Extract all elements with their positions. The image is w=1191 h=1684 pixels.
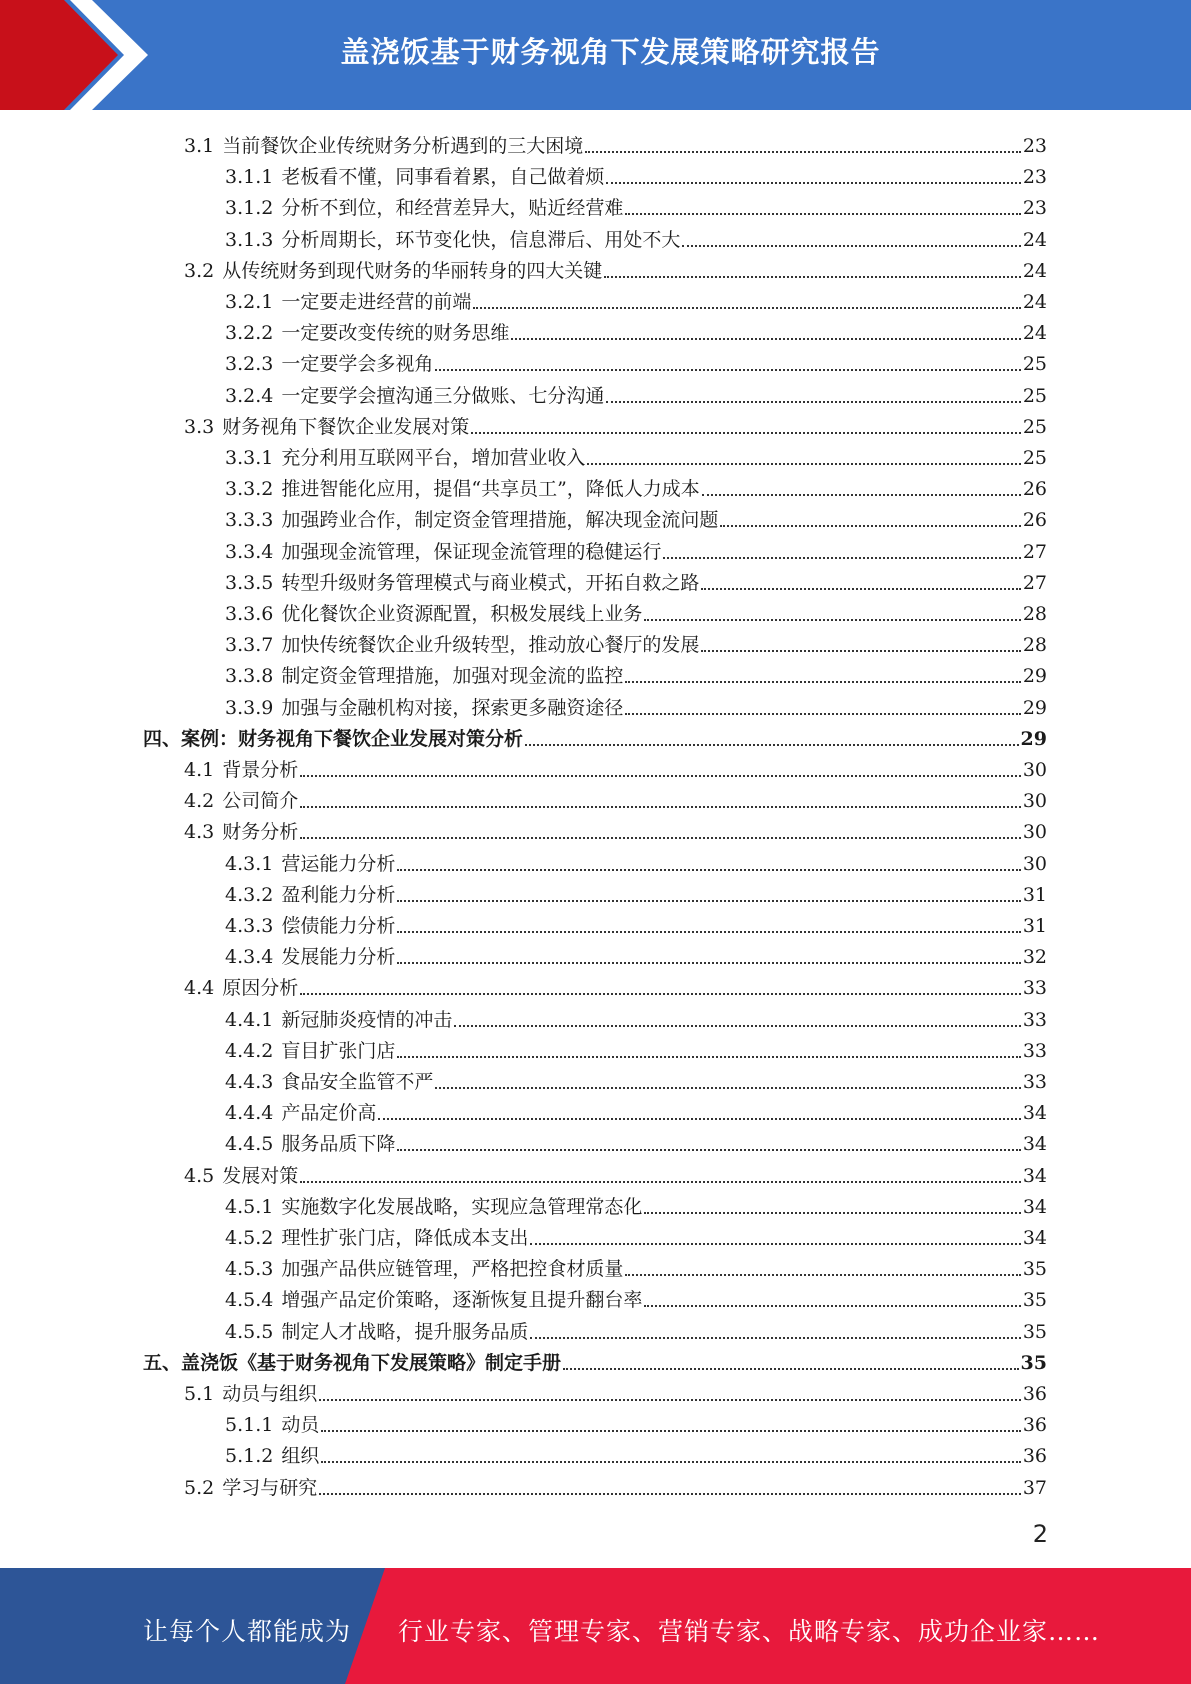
toc-dot-leader <box>473 307 1020 309</box>
toc-entry-number: 3.1.1 <box>225 166 274 189</box>
toc-dot-leader <box>397 931 1020 933</box>
toc-entry-number: 4.4.1 <box>225 1008 274 1031</box>
toc-dot-leader <box>300 806 1021 808</box>
toc-entry-number: 4.4 <box>184 977 215 1000</box>
toc-entry-page: 35 <box>1020 1351 1047 1374</box>
toc-entry-page: 34 <box>1022 1164 1047 1187</box>
toc-entry-page: 25 <box>1022 415 1047 438</box>
toc-entry-number: 五、 <box>143 1351 182 1374</box>
toc-entry-page: 29 <box>1022 696 1047 719</box>
toc-entry-page: 34 <box>1022 1102 1047 1125</box>
toc-entry-title: 偿债能力分析 <box>281 915 396 937</box>
toc-dot-leader <box>397 869 1020 871</box>
toc-dot-leader <box>682 245 1020 247</box>
toc-entry-title: 制定资金管理措施，加强对现金流的监控 <box>281 665 624 688</box>
toc-entry-number: 4.4.5 <box>225 1133 274 1156</box>
toc-entry[interactable] <box>225 1188 1047 1219</box>
toc-dot-leader <box>300 837 1021 839</box>
toc-dot-leader <box>702 494 1021 496</box>
toc-dot-leader <box>321 1461 1020 1463</box>
toc-entry-page: 32 <box>1022 946 1047 969</box>
toc-entry[interactable] <box>225 501 1047 532</box>
toc-dot-leader <box>644 1305 1020 1307</box>
toc-entry-page: 33 <box>1022 1039 1047 1062</box>
toc-entry[interactable] <box>225 1001 1047 1032</box>
toc-entry[interactable] <box>225 470 1047 501</box>
toc-entry[interactable] <box>225 1313 1047 1344</box>
toc-entry-page: 28 <box>1022 634 1047 657</box>
toc-entry-page: 24 <box>1022 259 1047 282</box>
toc-dot-leader <box>606 182 1020 184</box>
toc-entry-number: 4.1 <box>184 759 215 781</box>
footer-banner <box>0 1568 1191 1684</box>
toc-entry-number: 四、 <box>143 727 182 750</box>
toc-entry-number: 3.3.4 <box>225 540 274 563</box>
toc-entry-title: 充分利用互联网平台，增加营业收入 <box>281 447 586 469</box>
toc-dot-leader <box>300 775 1021 777</box>
toc-dot-leader <box>625 713 1020 715</box>
toc-dot-leader <box>321 1430 1020 1432</box>
toc-entry-page: 28 <box>1022 603 1047 625</box>
toc-entry-page: 30 <box>1022 852 1047 875</box>
toc-entry-title: 优化餐饮企业资源配置，积极发展线上业务 <box>281 603 643 625</box>
page-number: 2 <box>1032 1520 1048 1548</box>
toc-entry-page: 30 <box>1022 821 1047 844</box>
toc-entry[interactable] <box>225 595 1047 626</box>
toc-dot-leader <box>720 525 1020 527</box>
toc-entry-number: 3.3.7 <box>225 634 274 657</box>
toc-entry-title: 盖浇饭《基于财务视角下发展策略》制定手册 <box>181 1351 562 1374</box>
toc-entry[interactable] <box>225 1125 1047 1156</box>
header-banner <box>0 0 1191 110</box>
toc-dot-leader <box>625 1274 1020 1276</box>
toc-entry-number: 4.5.2 <box>225 1227 274 1249</box>
toc-entry[interactable] <box>225 845 1047 876</box>
toc-entry-title: 一定要学会擅沟通三分做账、七分沟通 <box>281 384 605 407</box>
toc-entry-title: 加强跨业合作，制定资金管理措施，解决现金流问题 <box>281 509 719 532</box>
toc-entry[interactable] <box>225 626 1047 657</box>
toc-entry-page: 30 <box>1022 759 1047 781</box>
toc-entry[interactable] <box>184 782 1047 813</box>
toc-entry[interactable] <box>184 408 1047 439</box>
toc-dot-leader <box>397 900 1020 902</box>
toc-entry[interactable] <box>184 1469 1047 1500</box>
toc-dot-leader <box>644 1212 1020 1214</box>
toc-entry-page: 31 <box>1022 915 1047 937</box>
toc-dot-leader <box>604 276 1021 278</box>
toc-entry-page: 24 <box>1022 322 1047 345</box>
toc-dot-leader <box>319 1493 1021 1495</box>
toc-entry-number: 3.2.3 <box>225 353 274 376</box>
toc-entry-title: 发展对策 <box>222 1164 299 1187</box>
toc-entry-title: 分析不到位，和经营差异大，贴近经营难 <box>281 197 624 220</box>
toc-dot-leader <box>378 1118 1020 1120</box>
toc-entry-number: 4.3.1 <box>225 852 274 875</box>
toc-entry[interactable] <box>225 158 1047 189</box>
toc-entry-number: 3.1 <box>184 135 215 157</box>
toc-entry-number: 3.3.9 <box>225 696 274 719</box>
toc-entry-title: 老板看不懂，同事看着累，自己做着烦 <box>281 166 605 189</box>
toc-entry-title: 加强现金流管理，保证现金流管理的稳健运行 <box>281 540 662 563</box>
toc-dot-leader <box>530 1337 1020 1339</box>
toc-dot-leader <box>397 1056 1020 1058</box>
toc-entry-title: 当前餐饮企业传统财务分析遇到的三大困境 <box>222 135 584 157</box>
toc-entry-title: 分析周期长，环节变化快，信息滞后、用处不大 <box>281 228 681 251</box>
toc-entry-number: 4.5 <box>184 1164 215 1187</box>
toc-entry-number: 3.2.1 <box>225 291 274 313</box>
toc-entry-number: 4.4.4 <box>225 1102 274 1125</box>
toc-dot-leader <box>300 1181 1021 1183</box>
toc-entry-title: 盈利能力分析 <box>281 883 396 906</box>
toc-entry-title: 一定要改变传统的财务思维 <box>281 322 510 345</box>
toc-entry-title: 产品定价高 <box>281 1102 377 1125</box>
toc-entry-page: 35 <box>1022 1289 1047 1312</box>
toc-entry-page: 29 <box>1022 665 1047 688</box>
toc-entry[interactable] <box>225 1406 1047 1437</box>
toc-entry-page: 23 <box>1022 166 1047 189</box>
toc-entry[interactable] <box>225 1250 1047 1281</box>
toc-dot-leader <box>471 432 1021 434</box>
toc-entry-title: 动员与组织 <box>222 1383 318 1405</box>
toc-entry-page: 35 <box>1022 1320 1047 1343</box>
toc-entry-page: 36 <box>1022 1445 1047 1468</box>
toc-entry-title: 服务品质下降 <box>281 1133 396 1156</box>
toc-entry-title: 案例：财务视角下餐饮企业发展对策分析 <box>181 727 524 750</box>
toc-entry[interactable] <box>143 720 1047 751</box>
toc-entry-title: 制定人才战略，提升服务品质 <box>281 1320 529 1343</box>
toc-entry[interactable] <box>225 938 1047 969</box>
toc-entry-number: 3.2.4 <box>225 384 274 407</box>
toc-entry-page: 27 <box>1022 540 1047 563</box>
toc-entry-number: 3.3 <box>184 415 215 438</box>
toc-dot-leader <box>606 401 1020 403</box>
toc-entry[interactable] <box>225 377 1047 408</box>
toc-entry-page: 27 <box>1022 571 1047 594</box>
toc-entry-page: 23 <box>1022 135 1047 157</box>
toc-entry-page: 30 <box>1022 790 1047 813</box>
toc-entry-page: 34 <box>1022 1227 1047 1249</box>
report-title: 盖浇饭基于财务视角下发展策略研究报告 <box>340 35 881 69</box>
toc-entry[interactable] <box>225 1219 1047 1250</box>
toc-entry[interactable] <box>184 127 1047 158</box>
toc-dot-leader <box>525 744 1019 746</box>
toc-entry-page: 37 <box>1022 1476 1047 1499</box>
toc-entry-title: 加强与金融机构对接，探索更多融资途径 <box>281 696 624 719</box>
toc-entry-title: 组织 <box>281 1445 320 1468</box>
toc-entry-title: 发展能力分析 <box>281 946 396 969</box>
toc-entry[interactable] <box>225 221 1047 252</box>
toc-entry[interactable] <box>184 1375 1047 1406</box>
toc-entry[interactable] <box>225 689 1047 720</box>
toc-entry-title: 营运能力分析 <box>281 852 396 875</box>
toc-dot-leader <box>435 369 1020 371</box>
toc-dot-leader <box>701 650 1020 652</box>
toc-entry[interactable] <box>225 1063 1047 1094</box>
toc-entry-title: 推进智能化应用，提倡“共享员工”，降低人力成本 <box>281 478 700 501</box>
toc-entry[interactable] <box>225 283 1047 314</box>
toc-entry-page: 26 <box>1022 509 1047 532</box>
toc-entry-number: 5.1.2 <box>225 1445 274 1468</box>
toc-entry[interactable] <box>225 439 1047 470</box>
toc-dot-leader <box>563 1368 1019 1370</box>
toc-dot-leader <box>644 619 1020 621</box>
toc-dot-leader <box>511 338 1020 340</box>
toc-entry-number: 5.2 <box>184 1476 215 1499</box>
toc-entry[interactable] <box>225 564 1047 595</box>
toc-dot-leader <box>625 213 1020 215</box>
toc-entry-title: 原因分析 <box>222 977 299 1000</box>
toc-entry[interactable] <box>225 876 1047 907</box>
toc-entry-title: 新冠肺炎疫情的冲击 <box>281 1008 453 1031</box>
toc-entry-number: 5.1 <box>184 1383 215 1405</box>
toc-dot-leader <box>585 151 1021 153</box>
toc-dot-leader <box>397 1149 1020 1151</box>
toc-entry-number: 4.3.3 <box>225 915 274 937</box>
toc-entry[interactable] <box>225 314 1047 345</box>
footer-slogan-left: 让每个人都能成为 <box>143 1617 352 1646</box>
toc-dot-leader <box>454 1025 1020 1027</box>
toc-dot-leader <box>663 557 1020 559</box>
toc-entry-page: 34 <box>1022 1195 1047 1218</box>
toc-entry[interactable] <box>225 657 1047 688</box>
toc-entry-title: 转型升级财务管理模式与商业模式，开拓自救之路 <box>281 571 700 594</box>
toc-entry-title: 加强产品供应链管理，严格把控食材质量 <box>281 1258 624 1281</box>
toc-entry-page: 33 <box>1022 977 1047 1000</box>
toc-entry-number: 4.4.3 <box>225 1071 274 1093</box>
toc-dot-leader <box>587 463 1020 465</box>
toc-entry[interactable] <box>225 1032 1047 1063</box>
toc-entry[interactable] <box>225 189 1047 220</box>
toc-entry[interactable] <box>225 1094 1047 1125</box>
toc-entry[interactable] <box>184 252 1047 283</box>
toc-entry-title: 一定要学会多视角 <box>281 353 434 376</box>
toc-entry-number: 4.4.2 <box>225 1039 274 1062</box>
toc-dot-leader <box>435 1087 1020 1089</box>
toc-entry-number: 3.2 <box>184 259 215 282</box>
toc-entry-number: 3.3.2 <box>225 478 274 501</box>
toc-entry-title: 理性扩张门店，降低成本支出 <box>281 1227 529 1249</box>
toc-entry-number: 3.1.3 <box>225 228 274 251</box>
toc-entry-number: 4.3.4 <box>225 946 274 969</box>
toc-entry-number: 4.5.5 <box>225 1320 274 1343</box>
toc-entry-page: 35 <box>1022 1258 1047 1281</box>
toc-entry-title: 背景分析 <box>222 759 299 781</box>
toc-entry-number: 3.3.5 <box>225 571 274 594</box>
toc-dot-leader <box>397 962 1020 964</box>
toc-entry[interactable] <box>184 1157 1047 1188</box>
toc-entry-title: 实施数字化发展战略，实现应急管理常态化 <box>281 1195 643 1218</box>
toc-entry-page: 25 <box>1022 384 1047 407</box>
toc-entry-title: 财务视角下餐饮企业发展对策 <box>222 415 470 438</box>
toc-entry-number: 4.3 <box>184 821 215 844</box>
toc-entry-page: 31 <box>1022 883 1047 906</box>
toc-dot-leader <box>625 681 1020 683</box>
toc-entry[interactable] <box>225 1437 1047 1468</box>
toc-entry-title: 学习与研究 <box>222 1476 318 1499</box>
toc-entry-page: 25 <box>1022 447 1047 469</box>
toc-entry-number: 3.3.8 <box>225 665 274 688</box>
toc-entry-number: 5.1.1 <box>225 1414 274 1437</box>
toc-entry-number: 3.2.2 <box>225 322 274 345</box>
toc-entry-title: 一定要走进经营的前端 <box>281 291 472 313</box>
toc-entry[interactable] <box>143 1344 1047 1375</box>
toc-entry-number: 4.2 <box>184 790 215 813</box>
toc-entry-page: 33 <box>1022 1008 1047 1031</box>
toc-entry-title: 从传统财务到现代财务的华丽转身的四大关键 <box>222 259 603 282</box>
toc-entry-page: 24 <box>1022 228 1047 251</box>
toc-entry-title: 加快传统餐饮企业升级转型，推动放心餐厅的发展 <box>281 634 700 657</box>
toc-entry-number: 3.3.1 <box>225 447 274 469</box>
toc-entry-number: 3.1.2 <box>225 197 274 220</box>
toc-entry-page: 33 <box>1022 1071 1047 1093</box>
toc-dot-leader <box>300 993 1021 995</box>
toc-entry[interactable] <box>184 751 1047 782</box>
toc-entry-number: 3.3.3 <box>225 509 274 532</box>
toc-entry-page: 24 <box>1022 291 1047 313</box>
toc-dot-leader <box>701 588 1020 590</box>
toc-entry-number: 4.5.1 <box>225 1195 274 1218</box>
toc-entry[interactable] <box>225 1281 1047 1312</box>
toc-entry[interactable] <box>184 969 1047 1000</box>
toc-entry-title: 动员 <box>281 1414 320 1437</box>
toc-entry-number: 4.5.4 <box>225 1289 274 1312</box>
toc-entry[interactable] <box>225 533 1047 564</box>
footer-slogan-right: 行业专家、管理专家、营销专家、战略专家、成功企业家…… <box>398 1617 1101 1646</box>
toc-entry[interactable] <box>184 813 1047 844</box>
toc-entry-page: 36 <box>1022 1414 1047 1437</box>
toc-entry-number: 4.3.2 <box>225 883 274 906</box>
toc-entry-page: 23 <box>1022 197 1047 220</box>
toc-entry[interactable] <box>225 907 1047 938</box>
toc-entry-title: 财务分析 <box>222 821 299 844</box>
toc-entry-page: 36 <box>1022 1383 1047 1405</box>
toc-entry-number: 3.3.6 <box>225 603 274 625</box>
toc-dot-leader <box>530 1243 1020 1245</box>
toc-entry-page: 29 <box>1020 727 1047 750</box>
toc-entry-title: 公司简介 <box>222 790 299 813</box>
toc-entry-title: 盲目扩张门店 <box>281 1039 396 1062</box>
toc-entry[interactable] <box>225 345 1047 376</box>
toc-dot-leader <box>319 1399 1021 1401</box>
toc-entry-page: 25 <box>1022 353 1047 376</box>
toc-entry-page: 34 <box>1022 1133 1047 1156</box>
toc-entry-title: 食品安全监管不严 <box>281 1071 434 1093</box>
toc-entry-page: 26 <box>1022 478 1047 501</box>
toc-entry-title: 增强产品定价策略，逐渐恢复且提升翻台率 <box>281 1289 643 1312</box>
toc-entry-number: 4.5.3 <box>225 1258 274 1281</box>
